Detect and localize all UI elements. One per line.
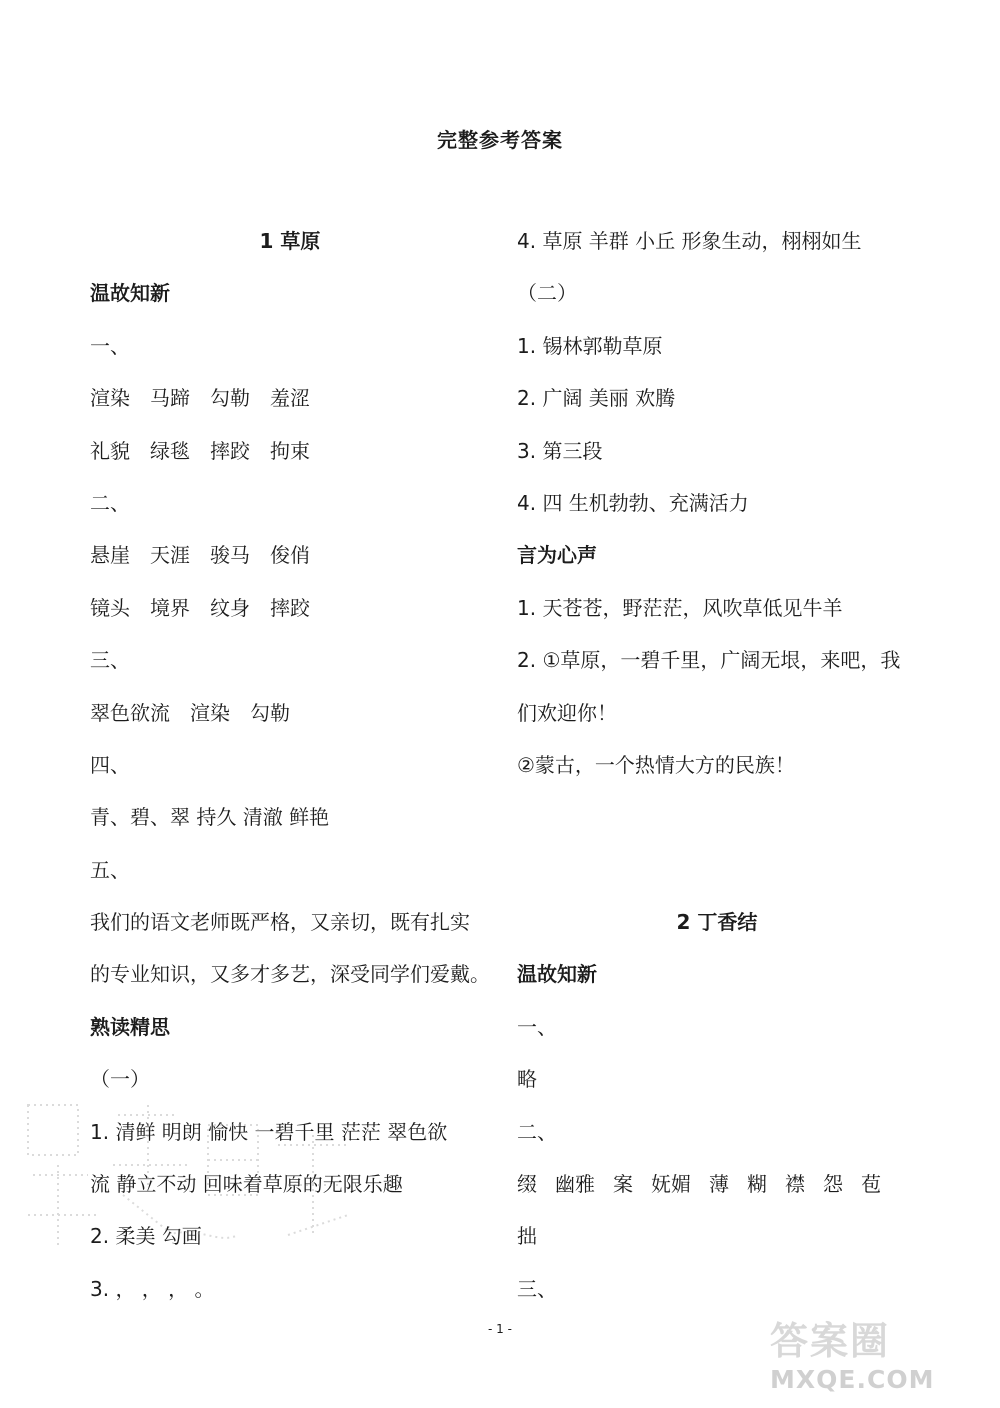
- answer-row: [90, 529, 490, 581]
- part-label: （一）: [90, 1067, 150, 1092]
- spacer: [517, 844, 917, 896]
- section-heading: 温故知新: [90, 281, 170, 306]
- answer-word: 骏马: [210, 543, 250, 568]
- answer-word: 渲染: [90, 386, 130, 411]
- answer-text: 的专业知识，又多才多艺，深受同学们爱戴。: [90, 962, 490, 987]
- site-watermark: [770, 1310, 995, 1405]
- lesson-2-title: 2 丁香结: [676, 910, 758, 935]
- answer-row: [90, 425, 490, 477]
- answer-row: [90, 372, 490, 424]
- page-title: 完整参考答案: [437, 128, 563, 152]
- question-label: 二、: [517, 1119, 557, 1144]
- answer-word: 悬崖: [90, 543, 130, 568]
- question-label: 三、: [517, 1276, 557, 1301]
- question-label: 二、: [90, 490, 130, 515]
- answer-row: [517, 1158, 917, 1210]
- stamp-watermark: [8, 1085, 388, 1265]
- answer-row: [90, 687, 490, 739]
- answer-text: 3. ， ， ， 。: [90, 1276, 215, 1301]
- watermark-logo: 答案圈: [770, 1319, 891, 1363]
- answer-text: 略: [517, 1067, 537, 1092]
- answer-word: 绿毯: [150, 438, 190, 463]
- watermark-url: MXQE.COM: [770, 1365, 935, 1394]
- answer-text: 2. 广阔 美丽 欢腾: [517, 386, 676, 411]
- answer-text: 我们的语文老师既严格，又亲切，既有扎实: [90, 910, 470, 935]
- section-heading: 言为心声: [517, 543, 597, 568]
- answer-word: 苞: [861, 1172, 881, 1197]
- answer-word: 天涯: [150, 543, 190, 568]
- lesson-1-title: 1 草原: [259, 229, 321, 253]
- answer-text: 4. 四 生机勃勃、充满活力: [517, 490, 749, 515]
- right-column: [517, 215, 917, 1315]
- answer-text: 们欢迎你！: [517, 700, 617, 725]
- answer-word: 勾勒: [210, 386, 250, 411]
- answer-word: 俊俏: [270, 543, 310, 568]
- answer-word: 糊: [747, 1172, 767, 1197]
- answer-word: 纹身: [210, 595, 250, 620]
- question-label: 五、: [90, 857, 130, 882]
- question-label: 四、: [90, 752, 130, 777]
- answer-text: 4. 草原 羊群 小丘 形象生动，栩栩如生: [517, 229, 862, 253]
- answer-word: 礼貌: [90, 438, 130, 463]
- answer-word: 境界: [150, 595, 190, 620]
- answer-row: [90, 582, 490, 634]
- answer-word: 幽雅: [555, 1172, 595, 1197]
- answer-word: 羞涩: [270, 386, 310, 411]
- answer-text: 流 静立不动 回味着草原的无限乐趣: [90, 1172, 403, 1197]
- question-label: 三、: [90, 648, 130, 673]
- part-label: （二）: [517, 281, 577, 306]
- answer-text: 1. 锡林郭勒草原: [517, 333, 663, 358]
- answer-text: 3. 第三段: [517, 438, 603, 463]
- answer-word: 镜头: [90, 595, 130, 620]
- answer-word: 马蹄: [150, 386, 190, 411]
- answer-word: 缀: [517, 1172, 537, 1197]
- answer-word: 怨: [823, 1172, 843, 1197]
- spacer: [517, 791, 917, 843]
- answer-text: 1. 清鲜 明朗 愉快 一碧千里 茫茫 翠色欲: [90, 1119, 448, 1144]
- answer-text: 2. ①草原，一碧千里，广阔无垠，来吧，我: [517, 648, 901, 673]
- answer-row: 青、碧、翠 持久 清澈 鲜艳: [90, 805, 330, 830]
- section-heading: 温故知新: [517, 962, 597, 987]
- answer-word: 拘束: [270, 438, 310, 463]
- answer-word: 襟: [785, 1172, 805, 1197]
- question-label: 一、: [517, 1014, 557, 1039]
- answer-word: 薄: [709, 1172, 729, 1197]
- answer-word: 翠色欲流: [90, 700, 170, 725]
- answer-word: 勾勒: [250, 700, 290, 725]
- page-number: - 1 -: [488, 1322, 512, 1336]
- answer-text: 2. 柔美 勾画: [90, 1224, 202, 1249]
- answer-word: 摔跤: [270, 595, 310, 620]
- answer-word: 渲染: [190, 700, 230, 725]
- answer-text: ②蒙古，一个热情大方的民族！: [517, 752, 795, 777]
- answer-word: 摔跤: [210, 438, 250, 463]
- answer-text: 拙: [517, 1224, 537, 1249]
- answer-text: 1. 天苍苍，野茫茫，风吹草低见牛羊: [517, 595, 843, 620]
- section-heading: 熟读精思: [90, 1014, 170, 1039]
- question-label: 一、: [90, 333, 130, 358]
- answer-word: 妩媚: [651, 1172, 691, 1197]
- answer-word: 案: [613, 1172, 633, 1197]
